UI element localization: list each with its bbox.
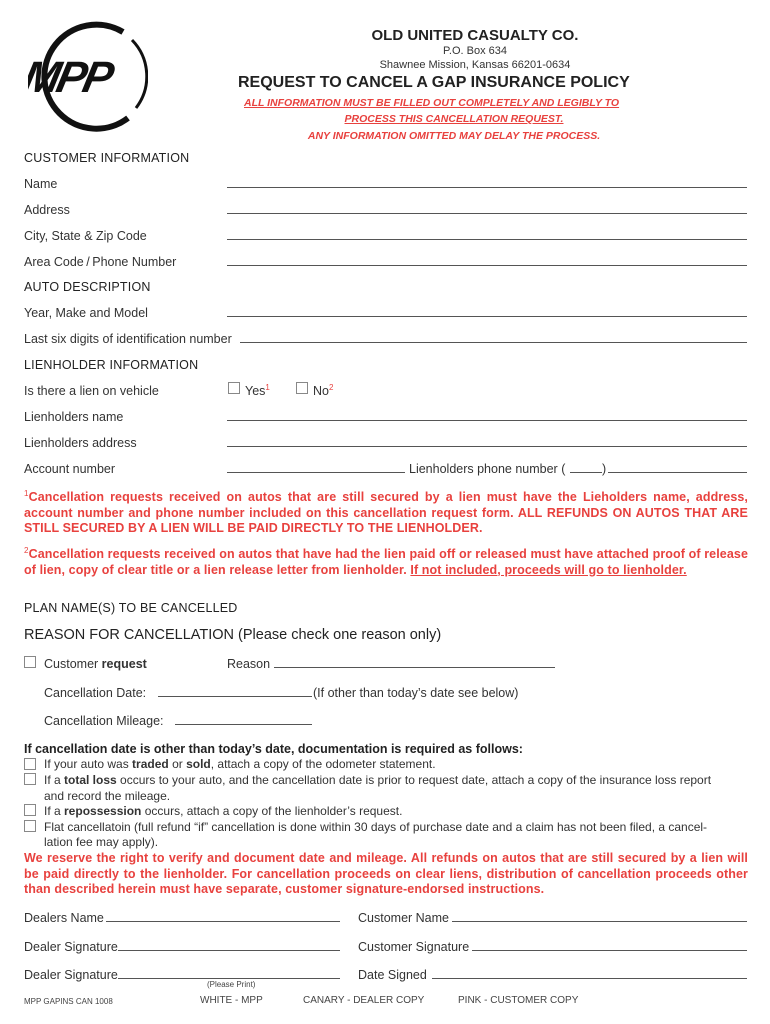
cancel-date-label: Cancellation Date: [44,686,147,700]
dealer-signature-1-label: Dealer Signature [24,940,118,954]
customer-phone-label: Area Code / Phone Number [24,255,177,269]
footnote-2-underlined: If not included, proceeds will go to lienholder. [410,562,687,577]
copy-canary: CANARY - DEALER COPY [303,995,425,1006]
customer-info-header: CUSTOMER INFORMATION [24,151,190,165]
lienholder-name-label: Lienholders name [24,410,124,424]
doc-item-flat-cont: lation fee may apply). [44,835,159,849]
customer-phone-field[interactable] [227,265,747,266]
footnote-2 [24,543,748,578]
customer-address-field[interactable] [227,213,747,214]
account-number-field[interactable] [227,472,405,473]
doc-item1-mid: or [168,757,187,771]
logo-graphic [28,20,148,135]
total-loss-checkbox[interactable] [24,773,36,785]
auto-vin-field[interactable] [240,342,747,343]
date-signed-field[interactable] [432,978,747,979]
customer-request-label [44,657,147,671]
reason-label: Reason [227,657,271,671]
company-address-line1: P.O. Box 634 [442,45,507,57]
customer-request-prefix: Customer [44,657,102,671]
date-signed-label: Date Signed [358,968,427,982]
doc-item1-post: , attach a copy of the odometer statement. [210,757,436,771]
footnote-1-marker: 1 [24,489,29,498]
lien-yes-footnote: 1 [265,383,270,392]
doc-item3-pre: If a [44,804,65,818]
auto-ymm-field[interactable] [227,316,747,317]
doc-item3-bold: repossession [64,804,142,818]
doc-item2-bold: total loss [64,773,117,787]
doc-item1-sold: sold [186,757,211,771]
customer-name-sig-field[interactable] [452,921,747,922]
customer-request-checkbox[interactable] [24,656,36,668]
instruction-line1: ALL INFORMATION MUST BE FILLED OUT COMPLETELY AND LEGIBLY TO [244,97,620,109]
doc-item1-traded: traded [132,757,169,771]
flat-cancellation-checkbox[interactable] [24,820,36,832]
lienholder-address-field[interactable] [227,446,747,447]
footnote-1-text: Cancellation requests received on autos that are still secured by a lien must have the Lieholders name, address, account number and phone number included on this cancellation request form. ALL REFUNDS ON AUTOS THAT ARE STILL SECURED BY A LIEN WILL BE PAID DIRECTLY TO THE LIENHOLDER. [24,490,748,536]
copy-pink: PINK - CUSTOMER COPY [458,995,579,1006]
logo-text: MPP [28,53,116,102]
auto-vin-label: Last six digits of identification number [24,332,232,346]
dealers-name-field[interactable] [106,921,340,922]
customer-name-label: Name [24,177,58,191]
auto-description-header: AUTO DESCRIPTION [24,280,151,294]
customer-city-field[interactable] [227,239,747,240]
account-number-label: Account number [24,462,116,476]
lienholder-phone-label: Lienholders phone number ( [409,462,566,476]
instruction-line3: ANY INFORMATION OMITTED MAY DELAY THE PROCESS. [307,130,601,142]
lien-yes-label [245,383,270,398]
lien-yes-checkbox[interactable] [228,382,240,394]
customer-request-bold: request [101,657,147,671]
lien-yes-text: Yes [245,384,266,399]
doc-item3-post: occurs, attach a copy of the lienholder’s request. [141,804,403,818]
customer-address-label: Address [24,203,70,217]
doc-item-total-loss [44,773,748,788]
doc-item-total-loss-cont: and record the mileage. [44,789,171,803]
dealer-signature-2-field[interactable] [118,978,340,979]
dealer-signature-2-label: Dealer Signature [24,968,118,982]
footnote-2-marker: 2 [24,546,29,555]
customer-name-field[interactable] [227,187,747,188]
reserve-right-paragraph: We reserve the right to verify and document date and mileage. All refunds on autos that are still secured by a lien will be paid directly to the lienholder. For cancellation proceeds on clear liens, distribution of cancellation proceeds other than described herein must have separate, customer signature-endorsed instructions. [24,851,748,896]
cancel-mileage-label: Cancellation Mileage: [44,714,164,728]
lien-no-label [313,383,333,398]
company-address-line2: Shawnee Mission, Kansas 66201-0634 [379,59,571,71]
lienholder-address-label: Lienholders address [24,436,137,450]
lienholder-phone-paren: ) [602,462,607,476]
lienholder-header: LIENHOLDER INFORMATION [24,358,199,372]
reason-field[interactable] [274,667,555,668]
footnote-2-text: Cancellation requests received on autos that have had the lien paid off or released must have attached proof of release of lien, copy of clear title or a lien release letter from lienholder. [24,547,748,577]
cancel-date-note: (If other than today’s date see below) [313,686,519,700]
lien-no-footnote: 2 [328,383,334,392]
customer-signature-label: Customer Signature [358,940,470,954]
dealer-signature-1-field[interactable] [118,950,340,951]
please-print-note: (Please Print) [207,980,256,989]
instruction-line2: PROCESS THIS CANCELLATION REQUEST. [344,113,564,125]
company-name: OLD UNITED CASUALTY CO. [371,27,579,44]
cancel-date-field[interactable] [158,696,312,697]
company-logo [28,20,148,135]
customer-name-sig-label: Customer Name [358,911,449,925]
documentation-header: If cancellation date is other than today’s date, documentation is required as follows: [24,742,523,756]
plan-name-header: PLAN NAME(S) TO BE CANCELLED [24,601,238,615]
doc-item-repossession [44,804,402,819]
doc-item1-pre: If your auto was [44,757,133,771]
traded-sold-checkbox[interactable] [24,758,36,770]
copy-white: WHITE - MPP [200,995,263,1006]
auto-ymm-label: Year, Make and Model [24,306,148,320]
dealers-name-label: Dealers Name [24,911,104,925]
form-code: MPP GAPINS CAN 1008 [24,997,113,1006]
form-title: REQUEST TO CANCEL A GAP INSURANCE POLICY [238,74,630,91]
lien-no-checkbox[interactable] [296,382,308,394]
lienholder-phone-field[interactable] [608,472,747,473]
doc-item-flat: Flat cancellatoin (full refund “if” cancellation is done within 30 days of purchase date and a claim has not been filed, a cancel- [44,820,708,834]
doc-item2-post: occurs to your auto, and the cancellation date is prior to request date, attach a copy of the insurance loss report [116,773,712,787]
doc-item-traded [44,757,436,772]
lien-question-label: Is there a lien on vehicle [24,384,159,398]
reason-header: REASON FOR CANCELLATION (Please check one reason only) [24,627,442,643]
customer-signature-field[interactable] [472,950,747,951]
doc-item2-pre: If a [44,773,65,787]
footnote-1 [24,486,748,537]
lienholder-name-field[interactable] [227,420,747,421]
repossession-checkbox[interactable] [24,804,36,816]
lien-no-text: No [313,384,329,399]
cancel-mileage-field[interactable] [175,724,312,725]
customer-city-label: City, State & Zip Code [24,229,147,243]
lienholder-phone-area-field[interactable] [570,472,602,473]
